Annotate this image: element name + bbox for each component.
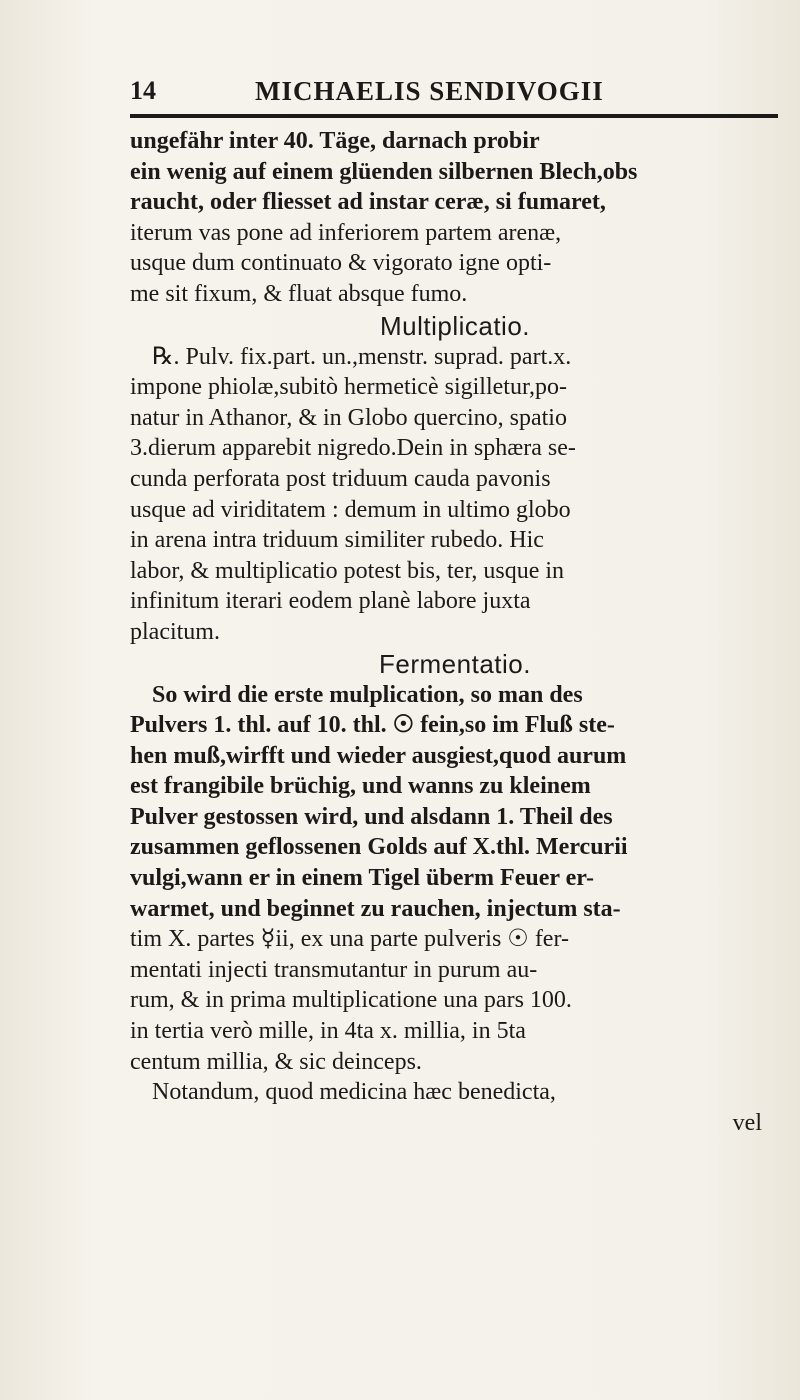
text-line: Pulver gestossen wird, und alsdann 1. Theil des xyxy=(130,803,613,830)
text-line: me sit fixum, & fluat absque fumo. xyxy=(130,280,468,307)
text-line: ungefähr inter 40. Täge, darnach probir xyxy=(130,128,540,154)
text-line: ℞. Pulv. fix.part. un.,menstr. suprad. part.x. xyxy=(152,343,572,370)
running-head: MICHAELIS SENDIVOGII xyxy=(255,76,604,106)
catchword: vel xyxy=(732,1109,762,1136)
header-rule xyxy=(130,114,778,118)
text-line: zusammen geflossenen Golds auf X.thl. Mercurii xyxy=(130,834,628,861)
text-line: usque ad viriditatem : demum in ultimo globo xyxy=(130,496,571,523)
text-line: vulgi,wann er in einem Tigel überm Feuer er- xyxy=(130,865,594,892)
section-heading-multiplicatio: Multiplicatio. xyxy=(379,310,531,341)
text-line: tim X. partes ☿ii, ex una parte pulveris ☉ fer- xyxy=(130,926,569,953)
page-body xyxy=(130,126,780,1138)
section-heading-fermentatio: Fermentatio. xyxy=(379,648,531,679)
text-line: est frangibile brüchig, und wanns zu kleinem xyxy=(130,773,591,800)
text-line: mentati injecti transmutantur in purum au- xyxy=(130,956,538,983)
text-line: usque dum continuato & vigorato igne opti- xyxy=(130,250,552,277)
page-number: 14 xyxy=(130,76,156,105)
text-line: Notandum, quod medicina hæc benedicta, xyxy=(152,1079,556,1106)
text-line: rum, & in prima multiplicatione una pars 100. xyxy=(130,987,572,1014)
text-line: warmet, und beginnet zu rauchen, injectum sta- xyxy=(130,895,621,922)
text-line: labor, & multiplicatio potest bis, ter, usque in xyxy=(130,557,565,584)
text-line: impone phiolæ,subitò hermeticè sigilletur,po- xyxy=(130,374,567,401)
text-line: Pulvers 1. thl. auf 10. thl. ☉ fein,so im Fluß ste- xyxy=(130,712,615,739)
text-line: placitum. xyxy=(130,618,220,645)
text-line: in tertia verò mille, in 4ta x. millia, in 5ta xyxy=(130,1018,526,1045)
text-line: infinitum iterari eodem planè labore juxta xyxy=(130,588,531,615)
text-line: So wird die erste mulplication, so man des xyxy=(152,681,583,708)
text-line: iterum vas pone ad inferiorem partem arenæ, xyxy=(130,219,562,246)
text-line: natur in Athanor, & in Globo quercino, spatio xyxy=(130,404,567,431)
text-line: centum millia, & sic deinceps. xyxy=(130,1048,422,1075)
text-line: ein wenig auf einem glüenden silbernen Blech,obs xyxy=(130,158,638,185)
text-line: in arena intra triduum similiter rubedo. Hic xyxy=(130,527,544,554)
text-line: raucht, oder fliesset ad instar ceræ, si fumaret, xyxy=(130,189,606,216)
page-header xyxy=(130,72,770,112)
text-line: cunda perforata post triduum cauda pavonis xyxy=(130,465,551,492)
text-line: hen muß,wirfft und wieder ausgiest,quod aurum xyxy=(130,742,627,769)
text-line: 3.dierum apparebit nigredo.Dein in sphæra se- xyxy=(130,435,576,462)
